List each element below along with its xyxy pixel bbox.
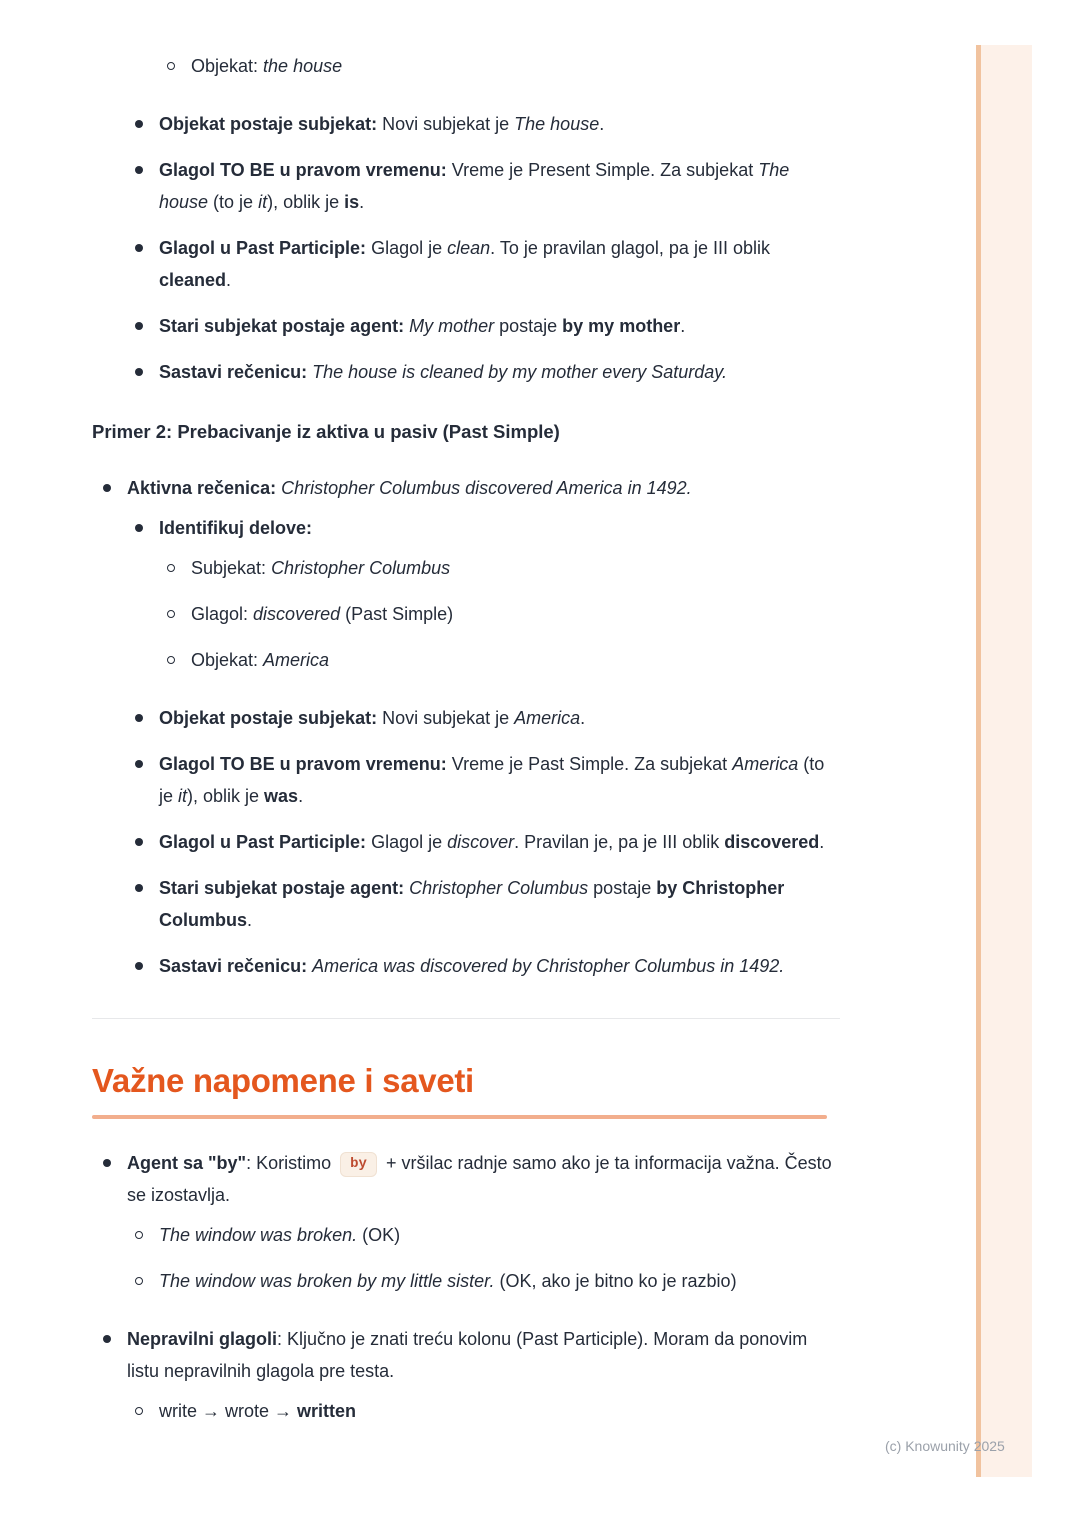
list-item <box>92 1323 832 1387</box>
list-item-text: Glagol u Past Participle: Glagol je clean. To je pravilan glagol, pa je III oblik cleaned. <box>159 238 770 290</box>
list-item-text: Nepravilni glagoli: Ključno je znati treću kolonu (Past Participle). Moram da ponovim listu nepravilnih glagola pre testa. <box>127 1329 808 1381</box>
list-item-text: The window was broken. (OK) <box>159 1225 401 1245</box>
list-item-text: Stari subjekat postaje agent: Christopher Columbus postaje by Christopher Columbus. <box>159 878 785 930</box>
list-item <box>124 154 832 218</box>
list-item-text: Glagol: discovered (Past Simple) <box>191 604 454 624</box>
list-item <box>124 356 832 388</box>
list-item-text: write → wrote → written <box>159 1401 357 1421</box>
bullet-circle-icon <box>124 1395 159 1427</box>
bullet-disc-icon <box>124 512 159 544</box>
bullet-list-primer2 <box>92 472 832 982</box>
list-item-text: Subjekat: Christopher Columbus <box>191 558 451 578</box>
list-item <box>124 748 832 812</box>
section-heading: Važne napomene i saveti <box>92 1062 474 1099</box>
bullet-disc-icon <box>92 472 127 504</box>
list-item-text: Objekat postaje subjekat: Novi subjekat je The house. <box>159 114 605 134</box>
list-item-text: Identifikuj delove: <box>159 518 313 538</box>
list-item <box>124 512 832 544</box>
bullet-disc-icon <box>124 232 159 264</box>
list-item-text: Glagol TO BE u pravom vremenu: Vreme je Past Simple. Za subjekat America (to je it), oblik je was. <box>159 754 825 806</box>
bullet-disc-icon <box>92 1147 127 1179</box>
list-item <box>92 472 832 504</box>
list-item <box>124 1219 832 1251</box>
list-item <box>124 232 832 296</box>
list-item <box>124 108 832 140</box>
bullet-disc-icon <box>92 1323 127 1355</box>
list-item <box>124 702 832 734</box>
list-item <box>124 826 832 858</box>
bullet-list-primer1 <box>92 50 832 388</box>
list-item <box>124 872 832 936</box>
list-item-text: Agent sa "by": Koristimo by + vršilac radnje samo ako je ta informacija važna. Često se izostavlja. <box>127 1153 832 1205</box>
bullet-disc-icon <box>124 108 159 140</box>
list-item <box>124 1395 832 1427</box>
bullet-disc-icon <box>124 826 159 858</box>
bullet-circle-icon <box>156 552 191 584</box>
bullet-circle-icon <box>124 1265 159 1297</box>
bullet-list-napomene <box>92 1147 832 1427</box>
list-item <box>156 50 832 82</box>
list-item-text: Sastavi rečenicu: America was discovered by Christopher Columbus in 1492. <box>159 956 785 976</box>
list-item <box>124 1265 832 1297</box>
inline-code-badge: by <box>340 1152 377 1177</box>
list-item-text: Objekat postaje subjekat: Novi subjekat je America. <box>159 708 586 728</box>
list-item <box>156 552 832 584</box>
list-item-text: Glagol u Past Participle: Glagol je discover. Pravilan je, pa je III oblik discovered. <box>159 832 825 852</box>
list-item <box>156 598 832 630</box>
list-item <box>156 644 832 676</box>
bullet-disc-icon <box>124 950 159 982</box>
primer2-heading: Primer 2: Prebacivanje iz aktiva u pasiv (Past Simple) <box>92 421 560 442</box>
list-item-text: Aktivna rečenica: Christopher Columbus discovered America in 1492. <box>127 478 692 498</box>
bullet-disc-icon <box>124 356 159 388</box>
list-item-text: Objekat: the house <box>191 56 343 76</box>
bullet-disc-icon <box>124 154 159 186</box>
bullet-disc-icon <box>124 748 159 780</box>
bullet-disc-icon <box>124 310 159 342</box>
bullet-circle-icon <box>156 644 191 676</box>
list-item-text: Objekat: America <box>191 650 330 670</box>
bullet-circle-icon <box>124 1219 159 1251</box>
bullet-circle-icon <box>156 50 191 82</box>
list-item-text: Sastavi rečenicu: The house is cleaned by my mother every Saturday. <box>159 362 727 382</box>
section-divider <box>92 1018 840 1019</box>
list-item-text: Glagol TO BE u pravom vremenu: Vreme je Present Simple. Za subjekat The house (to je it), oblik je is. <box>159 160 790 212</box>
bullet-circle-icon <box>156 598 191 630</box>
list-item <box>124 950 832 982</box>
bullet-disc-icon <box>124 872 159 904</box>
list-item <box>92 1147 832 1211</box>
copyright-watermark: (c) Knowunity 2025 <box>885 1438 1005 1454</box>
document-content <box>92 50 832 1427</box>
heading-underline <box>92 1115 827 1119</box>
list-item-text: Stari subjekat postaje agent: My mother postaje by my mother. <box>159 316 686 336</box>
list-item-text: The window was broken by my little sister. (OK, ako je bitno ko je razbio) <box>159 1271 737 1291</box>
list-item <box>124 310 832 342</box>
bullet-disc-icon <box>124 702 159 734</box>
page-edge-stripe <box>981 45 1032 1477</box>
